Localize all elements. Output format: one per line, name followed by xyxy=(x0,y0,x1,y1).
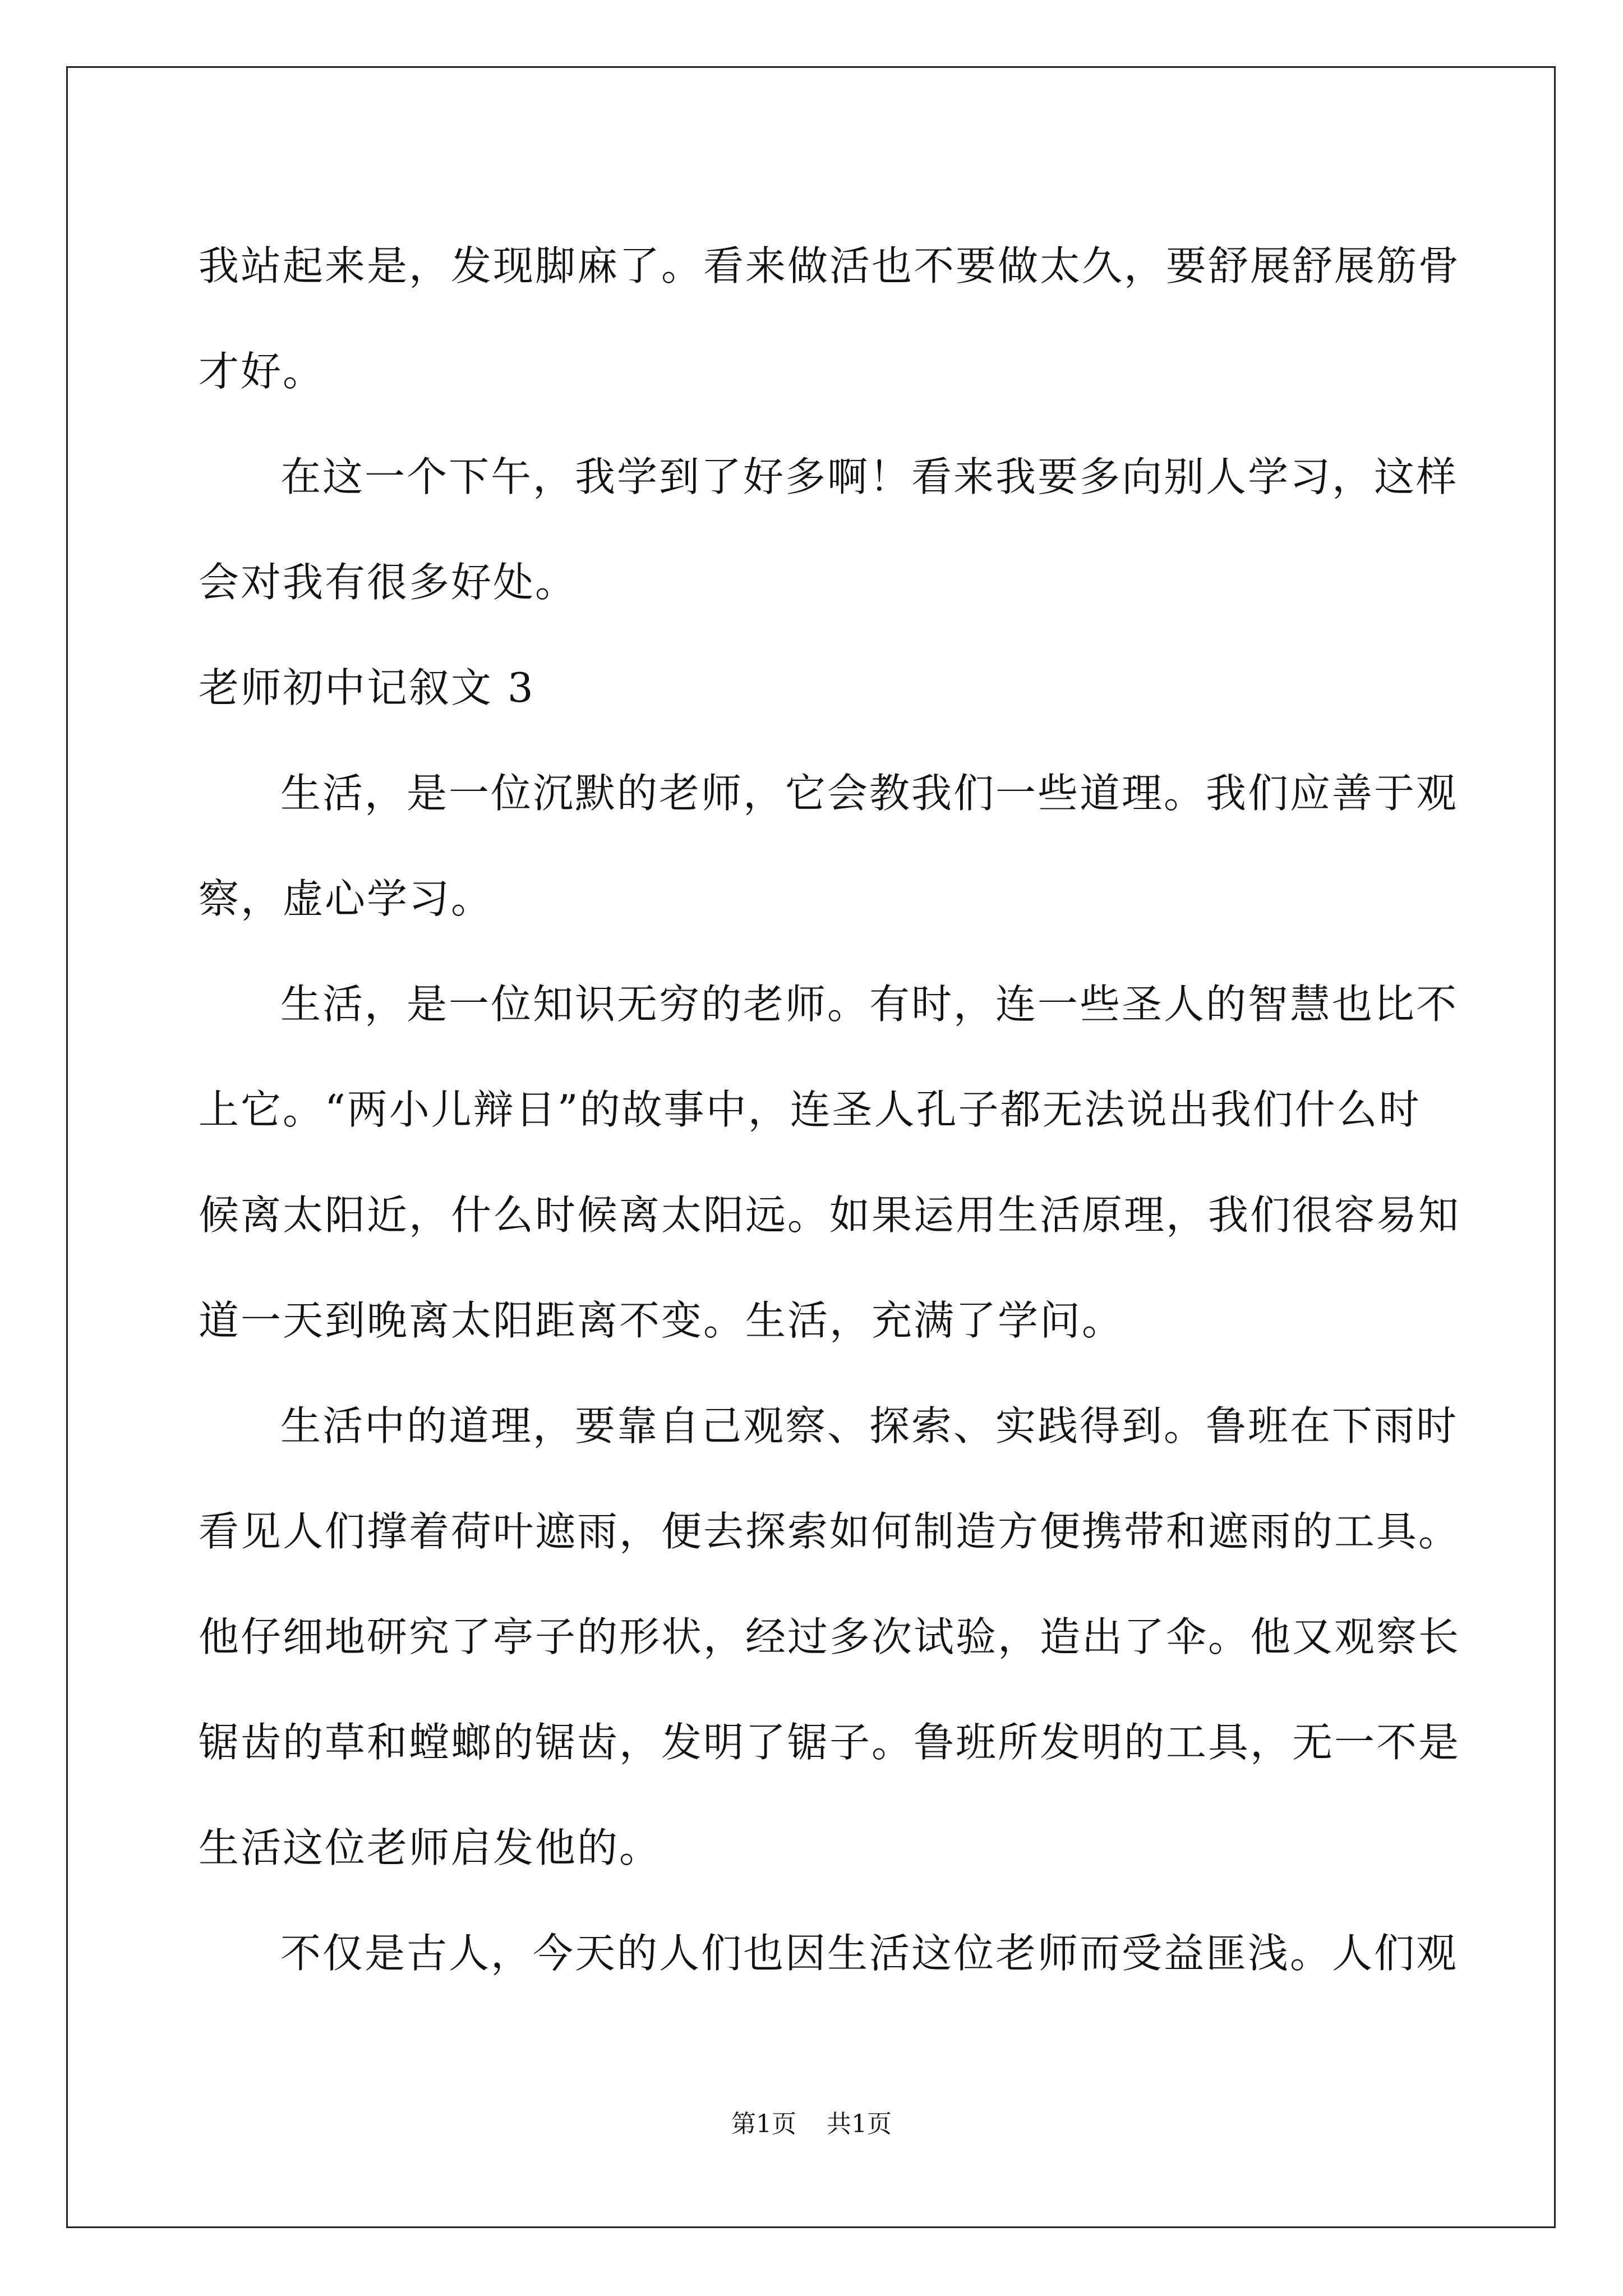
text-line: 上它。“两小儿辩日”的故事中，连圣人孔子都无法说出我们什么时 xyxy=(199,1086,1421,1133)
document-body xyxy=(199,213,1461,2006)
text-line: 才好。 xyxy=(199,348,325,395)
paragraph-start-line: 在这一个下午，我学到了好多啊！看来我要多向别人学习，这样 xyxy=(280,453,1459,500)
paragraph-start-line: 不仅是古人，今天的人们也因生活这位老师而受益匪浅。人们观 xyxy=(280,1930,1459,1977)
text-line: 候离太阳近，什么时候离太阳远。如果运用生活原理，我们很容易知 xyxy=(199,1191,1461,1239)
text-line: 察，虚心学习。 xyxy=(199,875,494,922)
text-line: 会对我有很多好处。 xyxy=(199,559,578,606)
paragraph-start-line: 生活，是一位沉默的老师，它会教我们一些道理。我们应善于观 xyxy=(280,770,1459,817)
text-line: 他仔细地研究了亭子的形状，经过多次试验，造出了伞。他又观察长 xyxy=(199,1613,1461,1660)
paragraph-start-line: 生活中的道理，要靠自己观察、探索、实践得到。鲁班在下雨时 xyxy=(280,1402,1459,1450)
paragraph-start-line: 生活，是一位知识无穷的老师。有时，连一些圣人的智慧也比不 xyxy=(280,981,1459,1028)
text-line: 看见人们撑着荷叶遮雨，便去探索如何制造方便携带和遮雨的工具。 xyxy=(199,1508,1461,1555)
page-footer xyxy=(0,2104,1623,2139)
text-line: 生活这位老师启发他的。 xyxy=(199,1824,662,1871)
section-heading: 老师初中记叙文 3 xyxy=(199,664,535,711)
text-line: 道一天到晚离太阳距离不变。生活，充满了学问。 xyxy=(199,1297,1124,1344)
text-line: 锯齿的草和螳螂的锯齿，发明了锯子。鲁班所发明的工具，无一不是 xyxy=(199,1719,1461,1766)
page-total: 共1页 xyxy=(827,2110,892,2138)
text-line: 我站起来是，发现脚麻了。看来做活也不要做太久，要舒展舒展筋骨 xyxy=(199,242,1461,289)
page-number: 第1页 xyxy=(731,2110,796,2138)
